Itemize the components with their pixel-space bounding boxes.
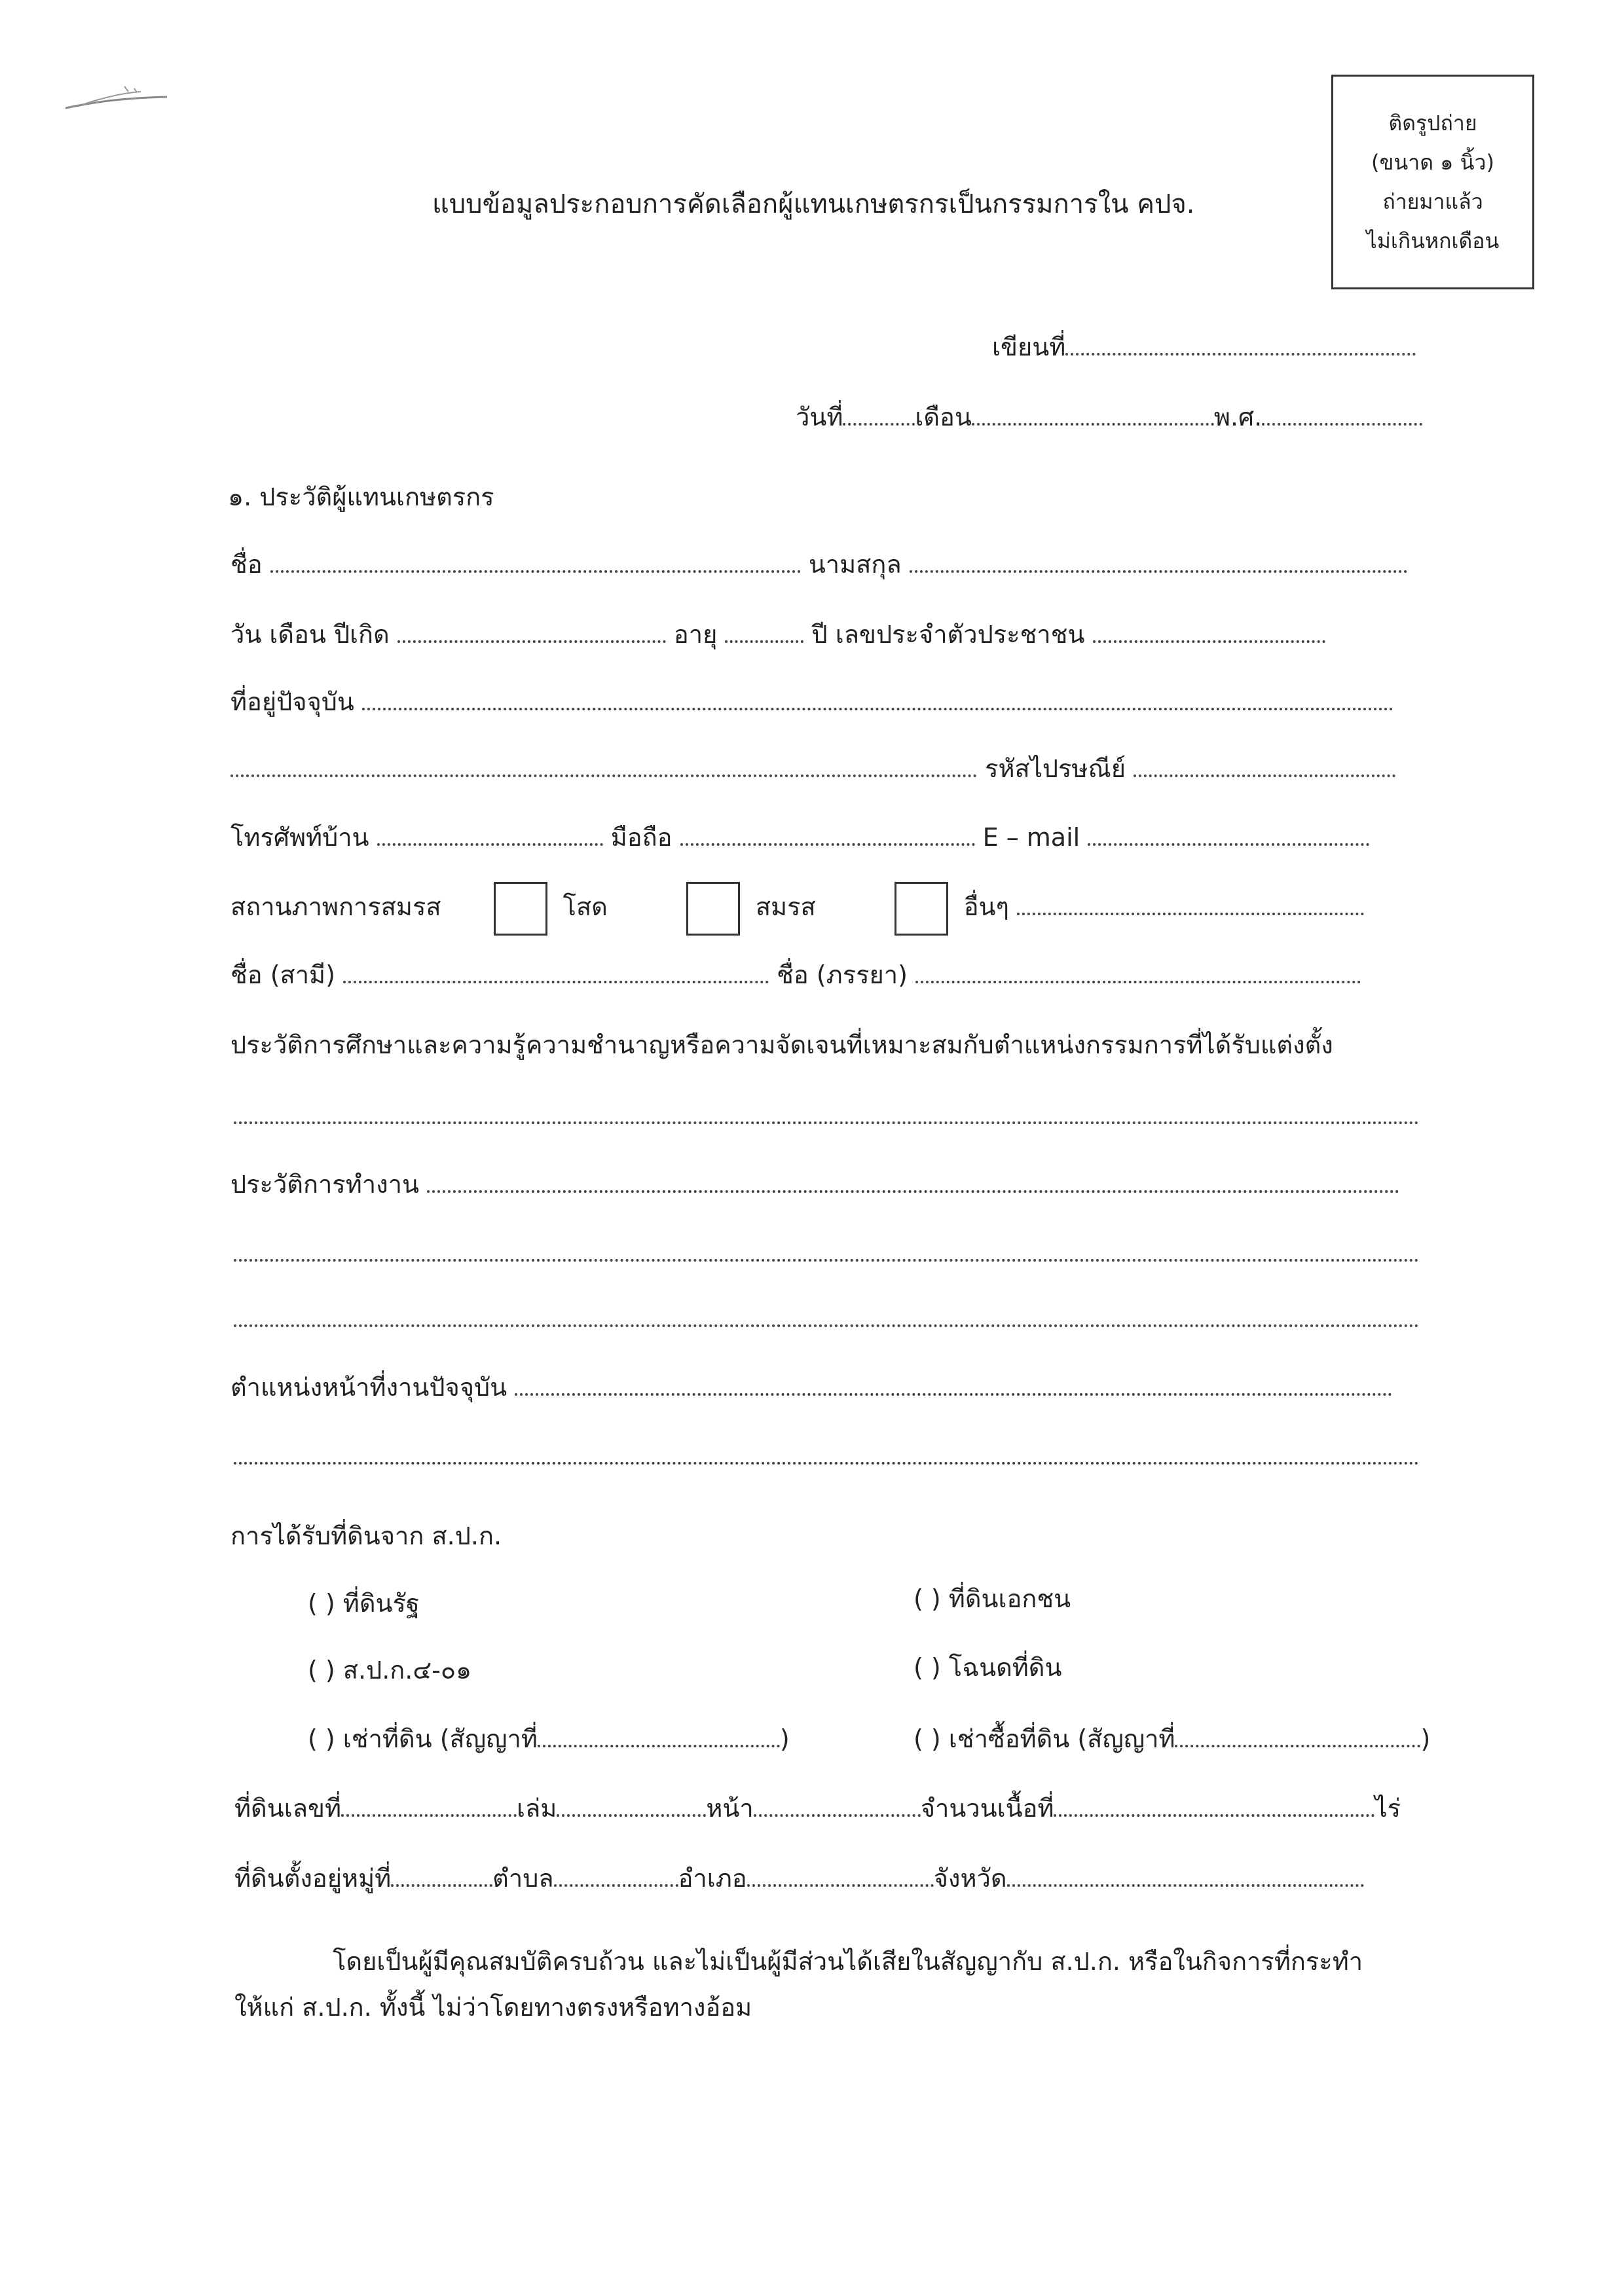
hire-purchase-close-paren: ) xyxy=(1420,1724,1431,1753)
declaration-line-2: ให้แก่ ส.ป.ก. ทั้งนี้ ไม่ว่าโดยทางตรงหรือทางอ้อม xyxy=(234,1993,752,2022)
land-number-row xyxy=(234,1793,1401,1824)
birth-date-label: วัน เดือน ปีเกิด xyxy=(231,620,390,649)
age-label: อายุ xyxy=(673,620,718,649)
education-field[interactable] xyxy=(234,1102,1419,1124)
year-field[interactable] xyxy=(1262,403,1422,426)
age-unit-label: ปี xyxy=(811,620,828,649)
state-land-option[interactable]: ( ) ที่ดินรัฐ xyxy=(308,1589,420,1618)
lease-close-paren: ) xyxy=(779,1724,790,1753)
subdistrict-field[interactable] xyxy=(554,1865,678,1887)
email-field[interactable] xyxy=(1088,824,1369,846)
area-label: จำนวนเนื้อที่ xyxy=(920,1794,1054,1823)
declaration-paragraph xyxy=(234,1930,1452,2039)
name-row xyxy=(231,549,1407,580)
title-deed-option[interactable]: ( ) โฉนดที่ดิน xyxy=(913,1653,1062,1682)
photo-placeholder-box[interactable] xyxy=(1331,75,1534,289)
single-checkbox[interactable] xyxy=(494,882,547,936)
email-label: E – mail xyxy=(982,823,1080,852)
lease-contract-field[interactable] xyxy=(538,1725,780,1747)
province-label: จังหวัด xyxy=(933,1864,1007,1893)
hire-purchase-contract-field[interactable] xyxy=(1175,1725,1420,1747)
husband-label: ชื่อ (สามี) xyxy=(231,960,335,989)
lease-option[interactable]: ( ) เช่าที่ดิน (สัญญาที่ xyxy=(308,1724,538,1753)
page-label: หน้า xyxy=(706,1794,754,1823)
husband-field[interactable] xyxy=(343,961,769,983)
work-history-field-1[interactable] xyxy=(427,1171,1399,1193)
district-field[interactable] xyxy=(747,1865,934,1887)
work-history-row xyxy=(231,1169,1399,1200)
photo-box-line-3: ถ่ายมาแล้ว xyxy=(1382,189,1483,214)
postal-code-label: รหัสไปรษณีย์ xyxy=(985,754,1126,783)
first-name-label: ชื่อ xyxy=(231,550,263,579)
wife-field[interactable] xyxy=(915,961,1361,983)
work-history-label: ประวัติการทำงาน xyxy=(231,1170,419,1199)
date-row xyxy=(796,401,1422,433)
marital-status-row xyxy=(231,877,1364,936)
other-checkbox[interactable] xyxy=(895,882,948,936)
hire-purchase-option[interactable]: ( ) เช่าซื้อที่ดิน (สัญญาที่ xyxy=(913,1724,1175,1753)
married-checkbox[interactable] xyxy=(686,882,740,936)
current-position-field-2[interactable] xyxy=(234,1442,1419,1465)
form-title: แบบข้อมูลประกอบการคัดเลือกผู้แทนเกษตรกรเป็นกรรมการใน คปจ. xyxy=(432,189,1195,219)
single-label: โสด xyxy=(563,892,608,921)
village-label: ที่ดินตั้งอยู่หมู่ที่ xyxy=(234,1864,392,1893)
education-line-row xyxy=(234,1100,1419,1131)
written-at-row xyxy=(992,331,1416,363)
lease-option-row xyxy=(308,1723,790,1755)
address-row xyxy=(231,686,1393,718)
date-label: วันที่ xyxy=(796,403,843,431)
postal-code-field[interactable] xyxy=(1134,755,1395,777)
district-label: อำเภอ xyxy=(678,1864,747,1893)
current-position-row xyxy=(231,1372,1392,1403)
declaration-line-1: โดยเป็นผู้มีคุณสมบัติครบถ้วน และไม่เป็นผู้มีส่วนได้เสียในสัญญากับ ส.ป.ก. หรือในกิจการที่กระทำ xyxy=(333,1947,1363,1976)
work-history-line-2-row xyxy=(234,1237,1419,1269)
marital-status-label: สถานภาพการสมรส xyxy=(231,892,441,921)
month-label: เดือน xyxy=(915,403,972,431)
address-postal-row xyxy=(231,753,1395,784)
subdistrict-label: ตำบล xyxy=(492,1864,554,1893)
page-field[interactable] xyxy=(754,1795,921,1817)
wife-label: ชื่อ (ภรรยา) xyxy=(777,960,908,989)
current-position-line-2-row xyxy=(234,1440,1419,1472)
year-label: พ.ศ. xyxy=(1213,403,1263,431)
month-field[interactable] xyxy=(972,403,1214,426)
spouse-row xyxy=(231,959,1361,991)
work-history-field-3[interactable] xyxy=(234,1305,1419,1327)
date-field[interactable] xyxy=(843,403,915,426)
written-at-field[interactable] xyxy=(1065,333,1416,355)
land-location-row xyxy=(234,1863,1364,1894)
other-label: อื่นๆ xyxy=(963,892,1009,921)
home-phone-field[interactable] xyxy=(377,824,603,846)
work-history-line-3-row xyxy=(234,1303,1419,1334)
education-label: ประวัติการศึกษาและความรู้ความชำนาญหรือความจัดเจนที่เหมาะสมกับตำแหน่งกรรมการที่ได้รับแต่งตั้ง xyxy=(231,1030,1333,1059)
address-field-2[interactable] xyxy=(231,755,977,777)
birth-age-id-row xyxy=(231,619,1325,650)
pen-scribble xyxy=(62,79,174,118)
volume-field[interactable] xyxy=(557,1795,706,1817)
home-phone-label: โทรศัพท์บ้าน xyxy=(231,823,369,852)
mobile-label: มือถือ xyxy=(610,823,673,852)
rai-label: ไร่ xyxy=(1375,1794,1401,1823)
land-number-label: ที่ดินเลขที่ xyxy=(234,1794,342,1823)
current-position-label: ตำแหน่งหน้าที่งานปัจจุบัน xyxy=(231,1373,507,1402)
volume-label: เล่ม xyxy=(517,1794,557,1823)
address-field-1[interactable] xyxy=(362,688,1393,710)
birth-date-field[interactable] xyxy=(397,621,666,643)
address-label: ที่อยู่ปัจจุบัน xyxy=(231,687,354,716)
area-field[interactable] xyxy=(1054,1795,1375,1817)
married-label: สมรส xyxy=(755,892,816,921)
photo-box-line-1: ติดรูปถ่าย xyxy=(1388,111,1477,136)
land-received-label: การได้รับที่ดินจาก ส.ป.ก. xyxy=(231,1522,502,1550)
written-at-label: เขียนที่ xyxy=(992,333,1066,361)
other-status-field[interactable] xyxy=(1017,893,1364,915)
work-history-field-2[interactable] xyxy=(234,1239,1419,1262)
province-field[interactable] xyxy=(1007,1865,1364,1887)
last-name-field[interactable] xyxy=(910,551,1407,573)
land-number-field[interactable] xyxy=(341,1795,517,1817)
current-position-field-1[interactable] xyxy=(515,1374,1392,1396)
first-name-field[interactable] xyxy=(270,551,801,573)
id-number-label: เลขประจำตัวประชาชน xyxy=(835,620,1085,649)
last-name-label: นามสกุล xyxy=(808,550,902,579)
spk-401-option[interactable]: ( ) ส.ป.ก.๔-๐๑ xyxy=(308,1656,472,1685)
photo-box-line-4: ไม่เกินหกเดือน xyxy=(1366,228,1500,253)
section-1-heading: ๑. ประวัติผู้แทนเกษตรกร xyxy=(228,483,494,511)
hire-purchase-option-row xyxy=(913,1723,1430,1755)
age-field[interactable] xyxy=(725,621,803,643)
id-number-field[interactable] xyxy=(1093,621,1325,643)
mobile-field[interactable] xyxy=(680,824,975,846)
private-land-option[interactable]: ( ) ที่ดินเอกชน xyxy=(913,1584,1071,1613)
phone-row xyxy=(231,822,1369,853)
village-field[interactable] xyxy=(391,1865,492,1887)
photo-box-line-2: (ขนาด ๑ นิ้ว) xyxy=(1371,150,1494,175)
